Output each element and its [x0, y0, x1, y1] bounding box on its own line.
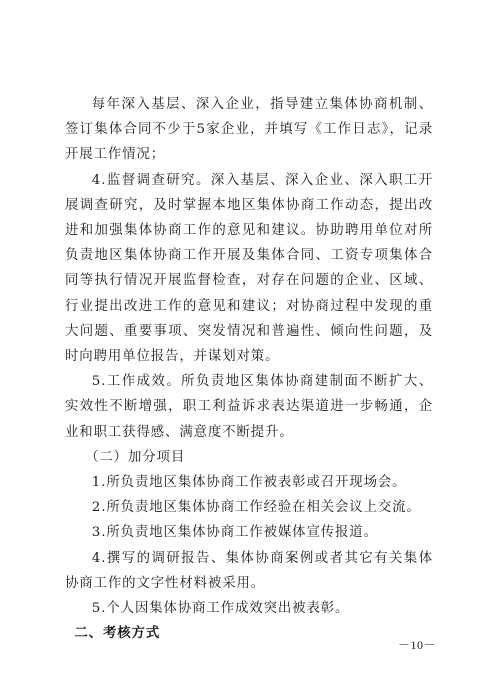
paragraph-work-results: 5.工作成效。所负责地区集体协商建制面不断扩大、实效性不断增强，职工利益诉求表达渠道进一步畅通，企业和职工获得感、满意度不断提升。: [65, 374, 433, 440]
bonus-item-3: 3.所负责地区集体协商工作被媒体宣传报道。: [91, 525, 378, 541]
bonus-item-4: 4.撰写的调研报告、集体协商案例或者其它有关集体协商工作的文字性材料被采用。: [65, 550, 433, 591]
paragraph-daily-work: 每年深入基层、深入企业，指导建立集体协商机制、签订集体合同不少于5家企业，并填写《工作日志》，记录开展工作情况；: [65, 97, 433, 163]
paragraph-supervision-research: 4.监督调查研究。深入基层、深入企业、深入职工开展调查研究，及时掌握本地区集体协商工作动态，提出改进和加强集体协商工作的意见和建议。协助聘用单位对所负责地区集体协商工作开展及集体合同、工资专项集体合同等执行情况开展监督检查，对存在问题的企业、区域、行业提出改进工作的意见和建议；对协商过程中发现的重大问题、重要事项、突发情况和普遍性、倾向性问题，及时向聘用单位报告，并谋划对策。: [65, 172, 433, 365]
document-body: [65, 92, 433, 646]
bonus-item-5: 5.个人因集体协商工作成效突出被表彰。: [91, 601, 350, 617]
section-heading-assessment-method: 二、考核方式: [74, 626, 161, 642]
bonus-item-2: 2.所负责地区集体协商工作经验在相关会议上交流。: [91, 500, 421, 516]
page-number: －10－: [398, 638, 437, 652]
bonus-item-1: 1.所负责地区集体协商工作被表彰或召开现场会。: [91, 475, 407, 491]
subheading-bonus-items: （二）加分项目: [85, 449, 186, 465]
